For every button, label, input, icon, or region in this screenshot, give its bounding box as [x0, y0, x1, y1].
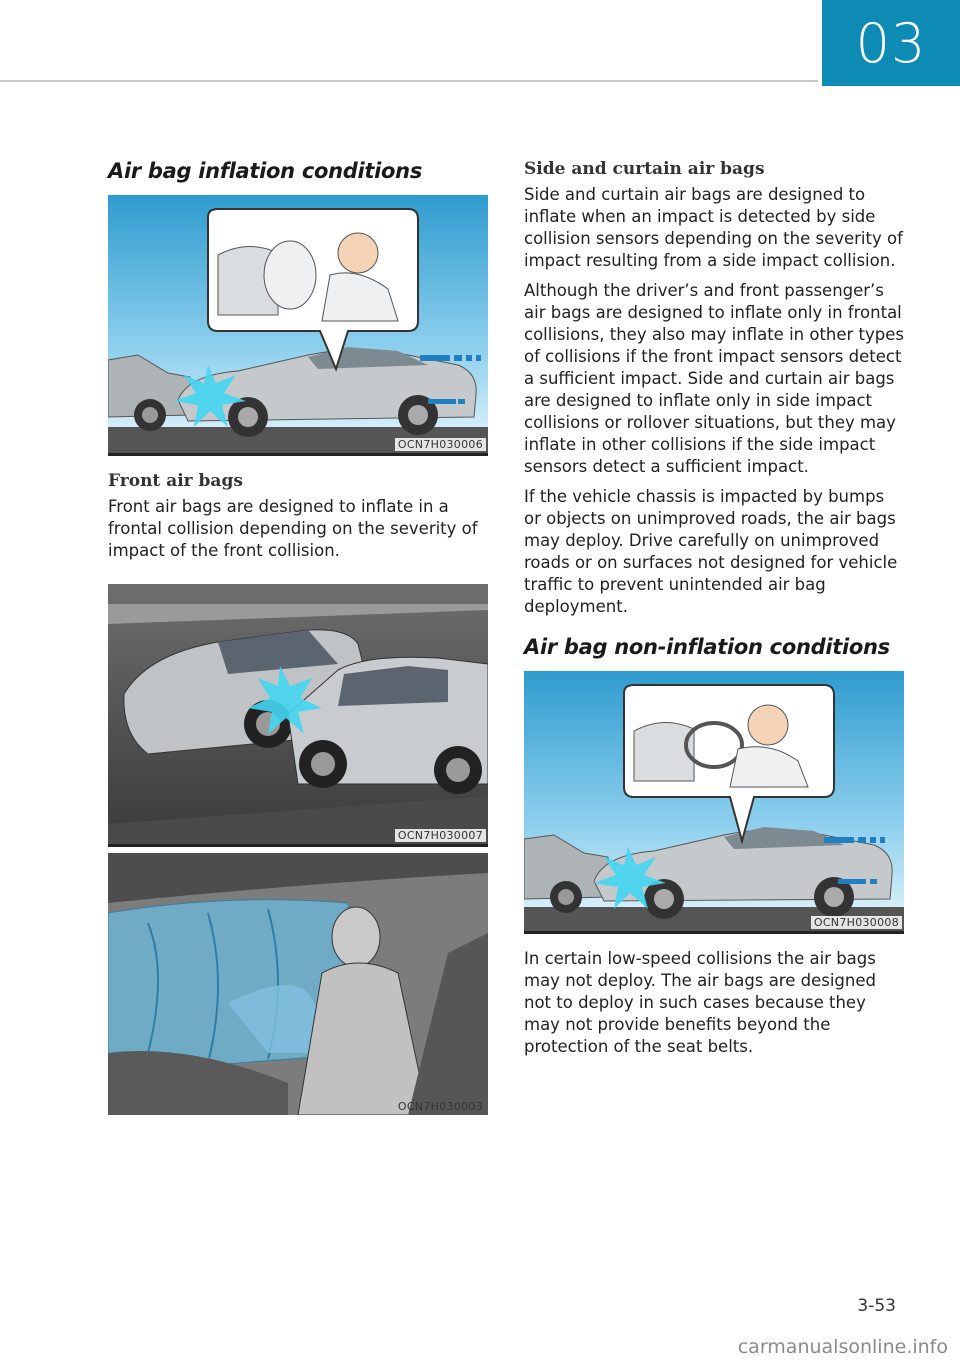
front-collision-illustration [108, 195, 488, 453]
page-number: 3-53 [857, 1296, 896, 1316]
figure-curtain-air-bag [108, 853, 488, 1115]
watermark: carmanualsonline.info [737, 1336, 948, 1358]
side-collision-illustration [108, 584, 488, 844]
non-inflation-illustration [524, 671, 904, 931]
non-inflation-text: In certain low-speed collisions the air bags may not deploy. The air bags are designed not to deploy in such cases because they may not provide benefits beyond the protection of the seat belts. [524, 949, 876, 1057]
figure-non-inflation [524, 671, 904, 934]
curtain-air-bag-illustration [108, 853, 488, 1115]
left-column [108, 158, 488, 1115]
chapter-number: 03 [855, 11, 927, 75]
section-heading-inflation: Air bag inflation conditions [108, 159, 423, 183]
subheading-side-curtain: Side and curtain air bags [524, 159, 765, 179]
figure-code: OCN7H030008 [811, 916, 902, 929]
header-rule [0, 80, 818, 82]
front-air-bags-text: Front air bags are designed to inflate in a frontal collision depending on the severity of impact of the front collision. [108, 497, 478, 561]
section-heading-non-inflation: Air bag non-inflation conditions [524, 635, 890, 660]
figure-code: OCN7H030003 [397, 1100, 483, 1114]
side-curtain-para-1: Side and curtain air bags are designed to inflate when an impact is detected by side collision sensors depending on the severity of impact resulting from a side impact collision. [524, 185, 903, 271]
chapter-tab [822, 0, 960, 86]
figure-side-collision [108, 584, 488, 847]
figure-code: OCN7H030007 [395, 829, 486, 842]
side-curtain-para-3: If the vehicle chassis is impacted by bumps or objects on unimproved roads, the air bags may deploy. Drive carefully on unimproved roads or on surfaces not designed for vehicle traffic to prevent unintended air bag deployment. [524, 487, 898, 617]
right-column [524, 158, 904, 1066]
side-curtain-para-2: Although the driver’s and front passenger’s air bags are designed to inflate only in frontal collisions, they also may inflate in other types of collisions if the front impact sensors detect a sufficient impact. Side and curtain air bags are designed to inflate only in side impact collisions or rollover situations, but they may inflate in other collisions if the side impact sensors detect a sufficient impact. [524, 281, 905, 477]
figure-code: OCN7H030006 [395, 438, 486, 451]
subheading-front-air-bags: Front air bags [108, 471, 243, 492]
figure-front-collision [108, 195, 488, 456]
